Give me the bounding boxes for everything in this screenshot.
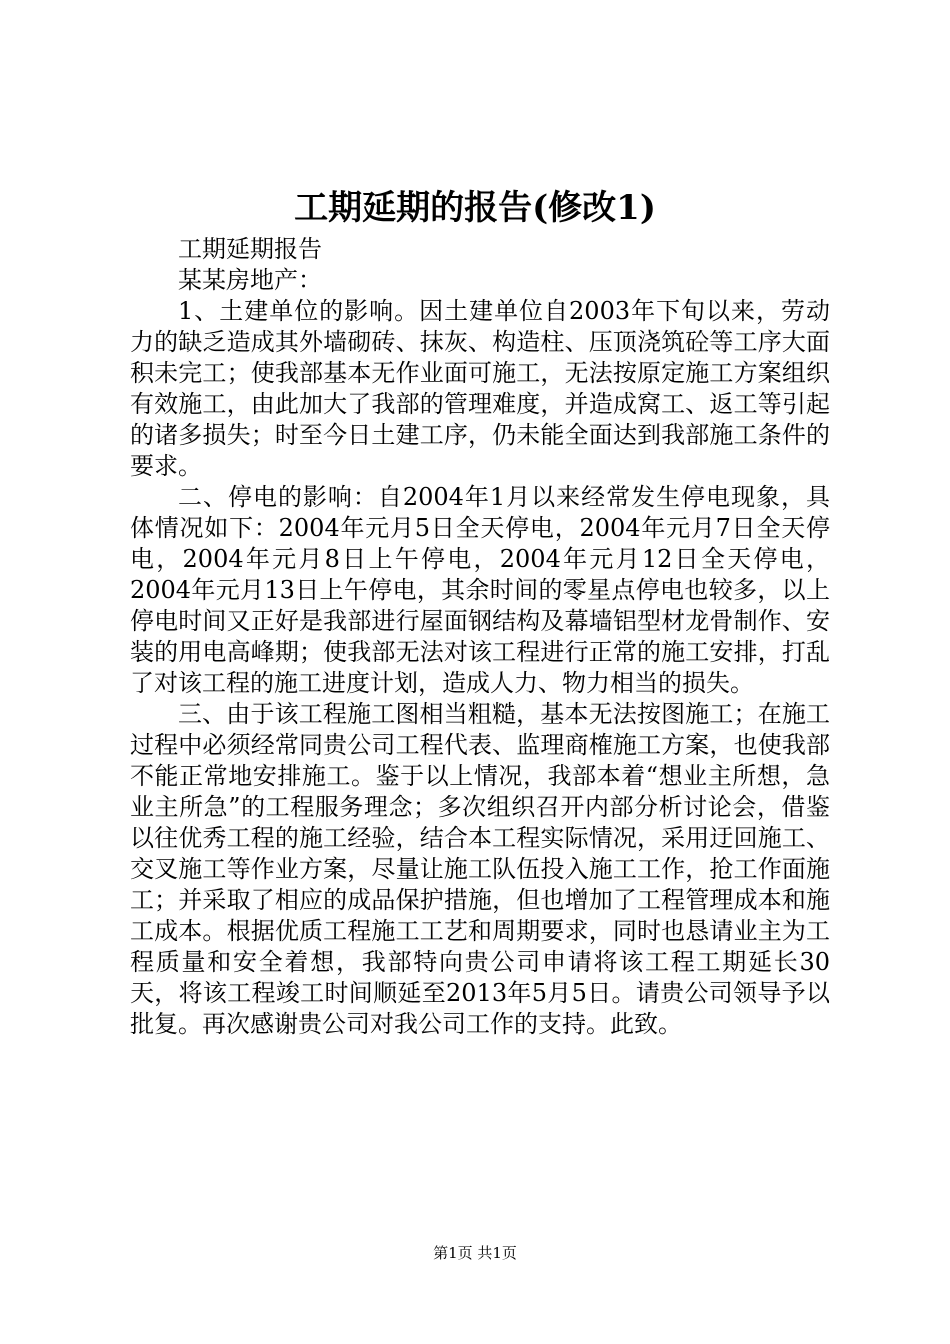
- paragraph-power-outage: 二、停电的影响：自2004年1月以来经常发生停电现象，具体情况如下：2004年元月5日全天停电，2004年元月7日全天停电，2004年元月8日上午停电，2004年元月12日全天停电，2004年元月13日上午停电，其余时间的零星点停电也较多，以上停电时间又正好是我部进行屋面钢结构及幕墙铝型材龙骨制作、安装的用电高峰期；使我部无法对该工程进行正常的施工安排，打乱了对该工程的施工进度计划，造成人力、物力相当的损失。: [130, 483, 830, 697]
- paragraph-civil-works: 1、土建单位的影响。因土建单位自2003年下旬以来，劳动力的缺乏造成其外墙砌砖、抹灰、构造柱、压顶浇筑砼等工序大面积未完工；使我部基本无作业面可施工，无法按原定施工方案组织有效施工，由此加大了我部的管理难度，并造成窝工、返工等引起的诸多损失；时至今日土建工序，仍未能全面达到我部施工条件的要求。: [130, 297, 830, 480]
- recipient-line: 某某房地产：: [178, 266, 322, 294]
- document-title: 工期延期的报告(修改1): [294, 188, 656, 228]
- report-heading: 工期延期报告: [178, 235, 322, 263]
- document-body: [130, 234, 830, 1040]
- page-footer: 第1页 共1页: [433, 1244, 517, 1262]
- paragraph-drawings-request: 三、由于该工程施工图相当粗糙，基本无法按图施工；在施工过程中必须经常同贵公司工程代表、监理商榷施工方案，也使我部不能正常地安排施工。鉴于以上情况，我部本着“想业主所想，急业主所急”的工程服务理念；多次组织召开内部分析讨论会，借鉴以往优秀工程的施工经验，结合本工程实际情况，采用迂回施工、交叉施工等作业方案，尽量让施工队伍投入施工工作，抢工作面施工；并采取了相应的成品保护措施，但也增加了工程管理成本和施工成本。根据优质工程施工工艺和周期要求，同时也恳请业主为工程质量和安全着想，我部特向贵公司申请将该工程工期延长30天，将该工程竣工时间顺延至2013年5月5日。请贵公司领导予以批复。再次感谢贵公司对我公司工作的支持。此致。: [130, 700, 830, 1038]
